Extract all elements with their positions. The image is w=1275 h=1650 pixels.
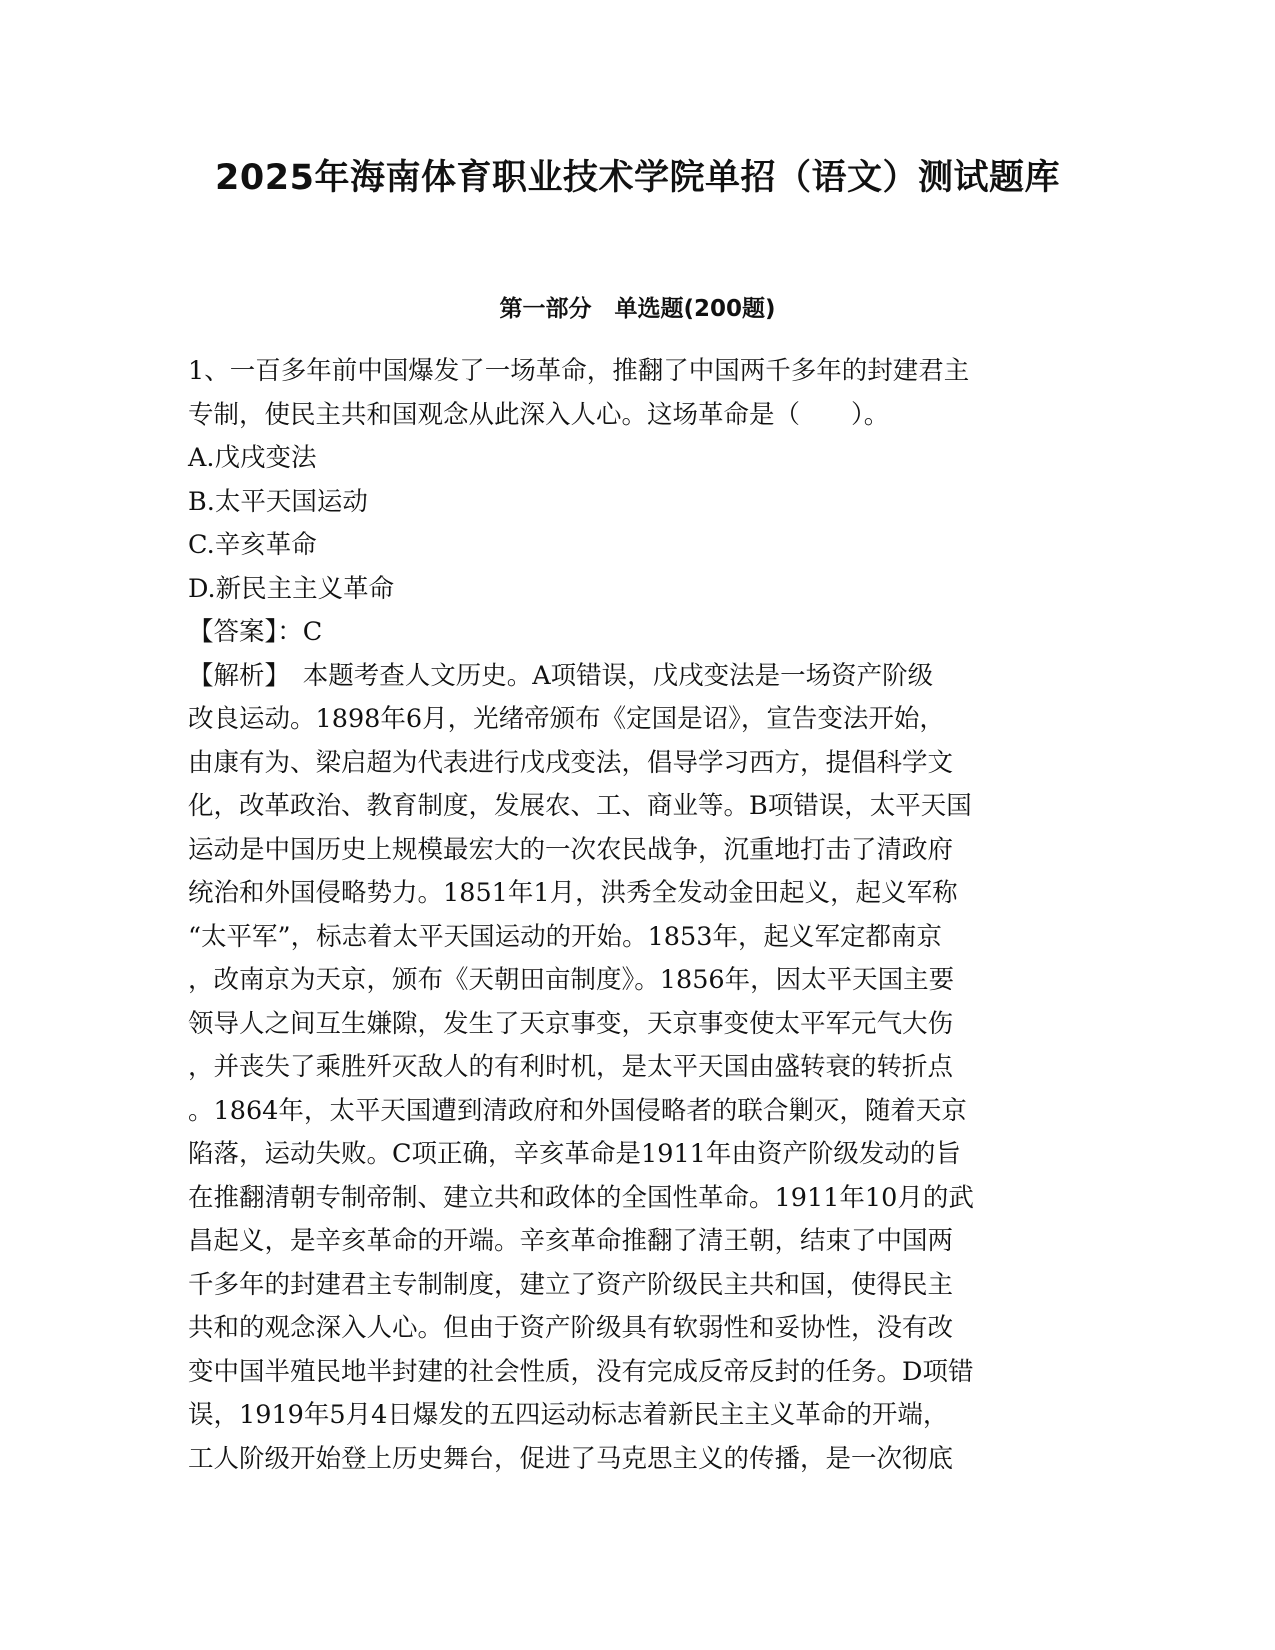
option-a: A.戊戌变法 bbox=[188, 443, 317, 473]
analysis-line: ，并丧失了乘胜歼灭敌人的有利时机，是太平天国由盛转衰的转折点 bbox=[188, 1052, 954, 1082]
analysis-line: 变中国半殖民地半封建的社会性质，没有完成反帝反封的任务。D项错 bbox=[188, 1356, 974, 1387]
analysis-line: 昌起义，是辛亥革命的开端。辛亥革命推翻了清王朝，结束了中国两 bbox=[188, 1226, 954, 1256]
analysis-line: 误，1919年5月4日爆发的五四运动标志着新民主主义革命的开端， bbox=[188, 1400, 949, 1430]
question-stem-line: 专制，使民主共和国观念从此深入人心。这场革命是（ ）。 bbox=[188, 399, 890, 430]
analysis-line: 改良运动。1898年6月，光绪帝颁布《定国是诏》，宣告变法开始， bbox=[188, 704, 945, 734]
option-d: D.新民主主义革命 bbox=[188, 573, 395, 604]
analysis-line: 陷落，运动失败。C项正确，辛亥革命是1911年由资产阶级发动的旨 bbox=[188, 1139, 961, 1169]
analysis-line: 领导人之间互生嫌隙，发生了天京事变，天京事变使太平军元气大伤 bbox=[188, 1008, 954, 1039]
document-title: 2025年海南体育职业技术学院单招（语文）测试题库 bbox=[215, 158, 1060, 198]
analysis-line: 千多年的封建君主专制制度，建立了资产阶级民主共和国，使得民主 bbox=[188, 1269, 954, 1300]
analysis-line: 统治和外国侵略势力。1851年1月，洪秀全发动金田起义，起义军称 bbox=[188, 878, 958, 908]
analysis-line: 由康有为、梁启超为代表进行戊戌变法，倡导学习西方，提倡科学文 bbox=[188, 747, 954, 778]
analysis-line: 化，改革政治、教育制度，发展农、工、商业等。B项错误，太平天国 bbox=[188, 791, 972, 821]
option-c: C.辛亥革命 bbox=[188, 530, 317, 560]
question-block bbox=[188, 350, 1088, 1481]
analysis-line: “太平军”，标志着太平天国运动的开始。1853年，起义军定都南京 bbox=[188, 921, 942, 952]
analysis-line: 运动是中国历史上规模最宏大的一次农民战争，沉重地打击了清政府 bbox=[188, 834, 954, 865]
analysis-line: 【解析】 本题考查人文历史。A项错误，戊戌变法是一场资产阶级 bbox=[188, 660, 934, 691]
analysis-line: 共和的观念深入人心。但由于资产阶级具有软弱性和妥协性，没有改 bbox=[188, 1313, 954, 1343]
option-b: B.太平天国运动 bbox=[188, 486, 368, 517]
analysis-line: 。1864年，太平天国遭到清政府和外国侵略者的联合剿灭，随着天京 bbox=[188, 1095, 967, 1126]
analysis-line: 工人阶级开始登上历史舞台，促进了马克思主义的传播，是一次彻底 bbox=[188, 1443, 954, 1474]
analysis-line: 在推翻清朝专制帝制、建立共和政体的全国性革命。1911年10月的武 bbox=[188, 1182, 974, 1213]
answer-line: 【答案】：C bbox=[188, 617, 323, 647]
analysis-line: ，改南京为天京，颁布《天朝田亩制度》。1856年，因太平天国主要 bbox=[188, 965, 955, 995]
question-stem-line: 1、一百多年前中国爆发了一场革命，推翻了中国两千多年的封建君主 bbox=[188, 356, 970, 386]
section-heading: 第一部分 单选题(200题) bbox=[499, 296, 776, 322]
